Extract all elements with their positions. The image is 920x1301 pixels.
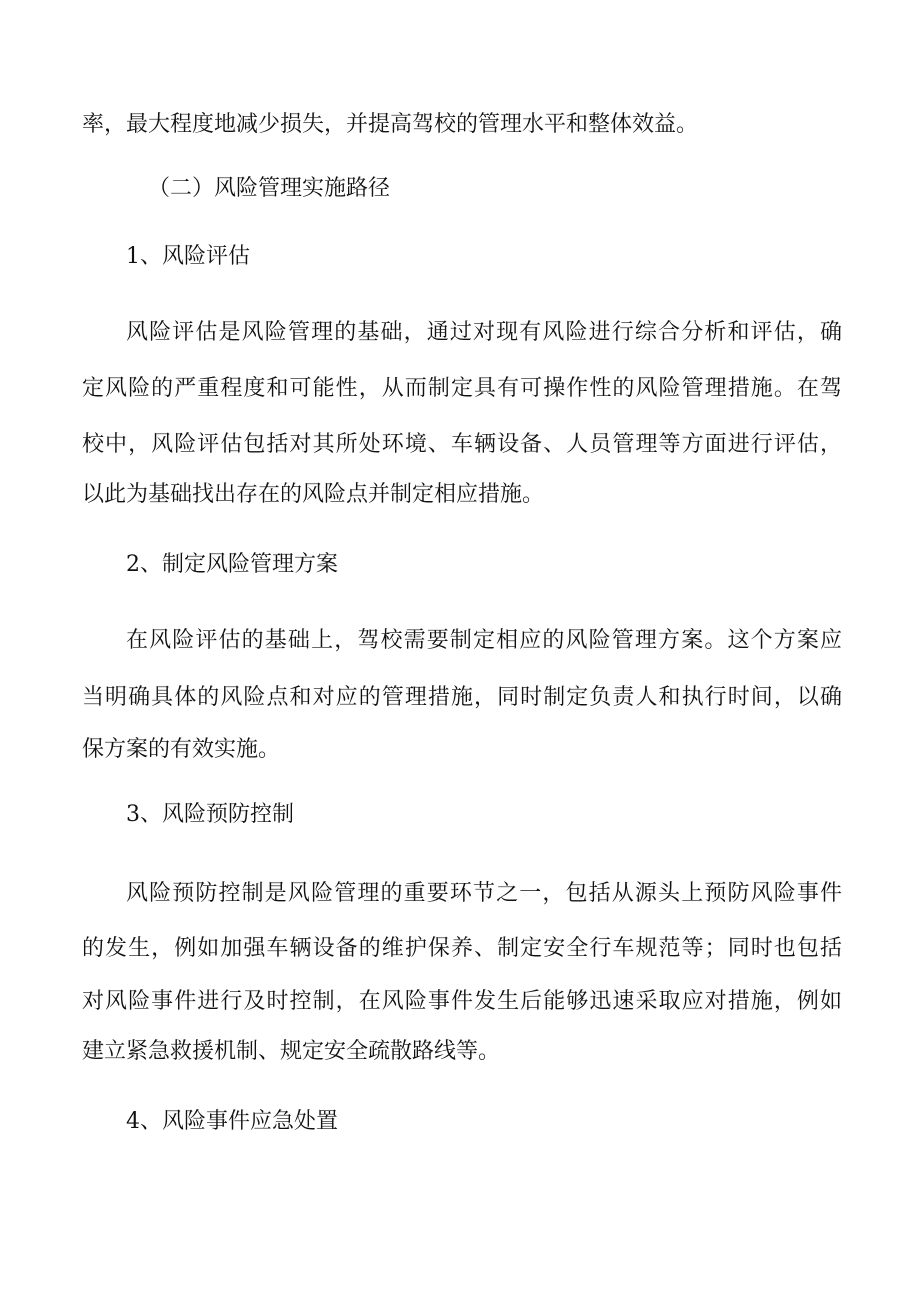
paragraph-line: 率，最大程度地减少损失，并提高驾校的管理水平和整体效益。 <box>82 112 699 137</box>
section-heading: （二）风险管理实施路径 <box>148 176 391 201</box>
paragraph-line: 当明确具体的风险点和对应的管理措施，同时制定负责人和执行时间，以确 <box>82 685 842 710</box>
item-heading: 3、风险预防控制 <box>126 802 294 827</box>
paragraph-line: 风险预防控制是风险管理的重要环节之一，包括从源头上预防风险事件 <box>126 881 842 906</box>
paragraph-line: 建立紧急救援机制、规定安全疏散路线等。 <box>82 1039 501 1064</box>
item-heading: 4、风险事件应急处置 <box>126 1109 338 1134</box>
paragraph-line: 校中，风险评估包括对其所处环境、车辆设备、人员管理等方面进行评估， <box>82 432 842 457</box>
paragraph-line: 在风险评估的基础上，驾校需要制定相应的风险管理方案。这个方案应 <box>126 628 842 653</box>
paragraph-line: 风险评估是风险管理的基础，通过对现有风险进行综合分析和评估，确 <box>126 320 842 345</box>
paragraph-line: 保方案的有效实施。 <box>82 737 281 762</box>
item-heading: 1、风险评估 <box>126 244 250 269</box>
paragraph-line: 以此为基础找出存在的风险点并制定相应措施。 <box>82 482 545 507</box>
paragraph-line: 对风险事件进行及时控制，在风险事件发生后能够迅速采取应对措施，例如 <box>82 989 842 1014</box>
paragraph-line: 定风险的严重程度和可能性，从而制定具有可操作性的风险管理措施。在驾 <box>82 376 842 401</box>
paragraph-line: 的发生，例如加强车辆设备的维护保养、制定安全行车规范等；同时也包括 <box>82 936 842 961</box>
item-heading: 2、制定风险管理方案 <box>126 552 338 577</box>
